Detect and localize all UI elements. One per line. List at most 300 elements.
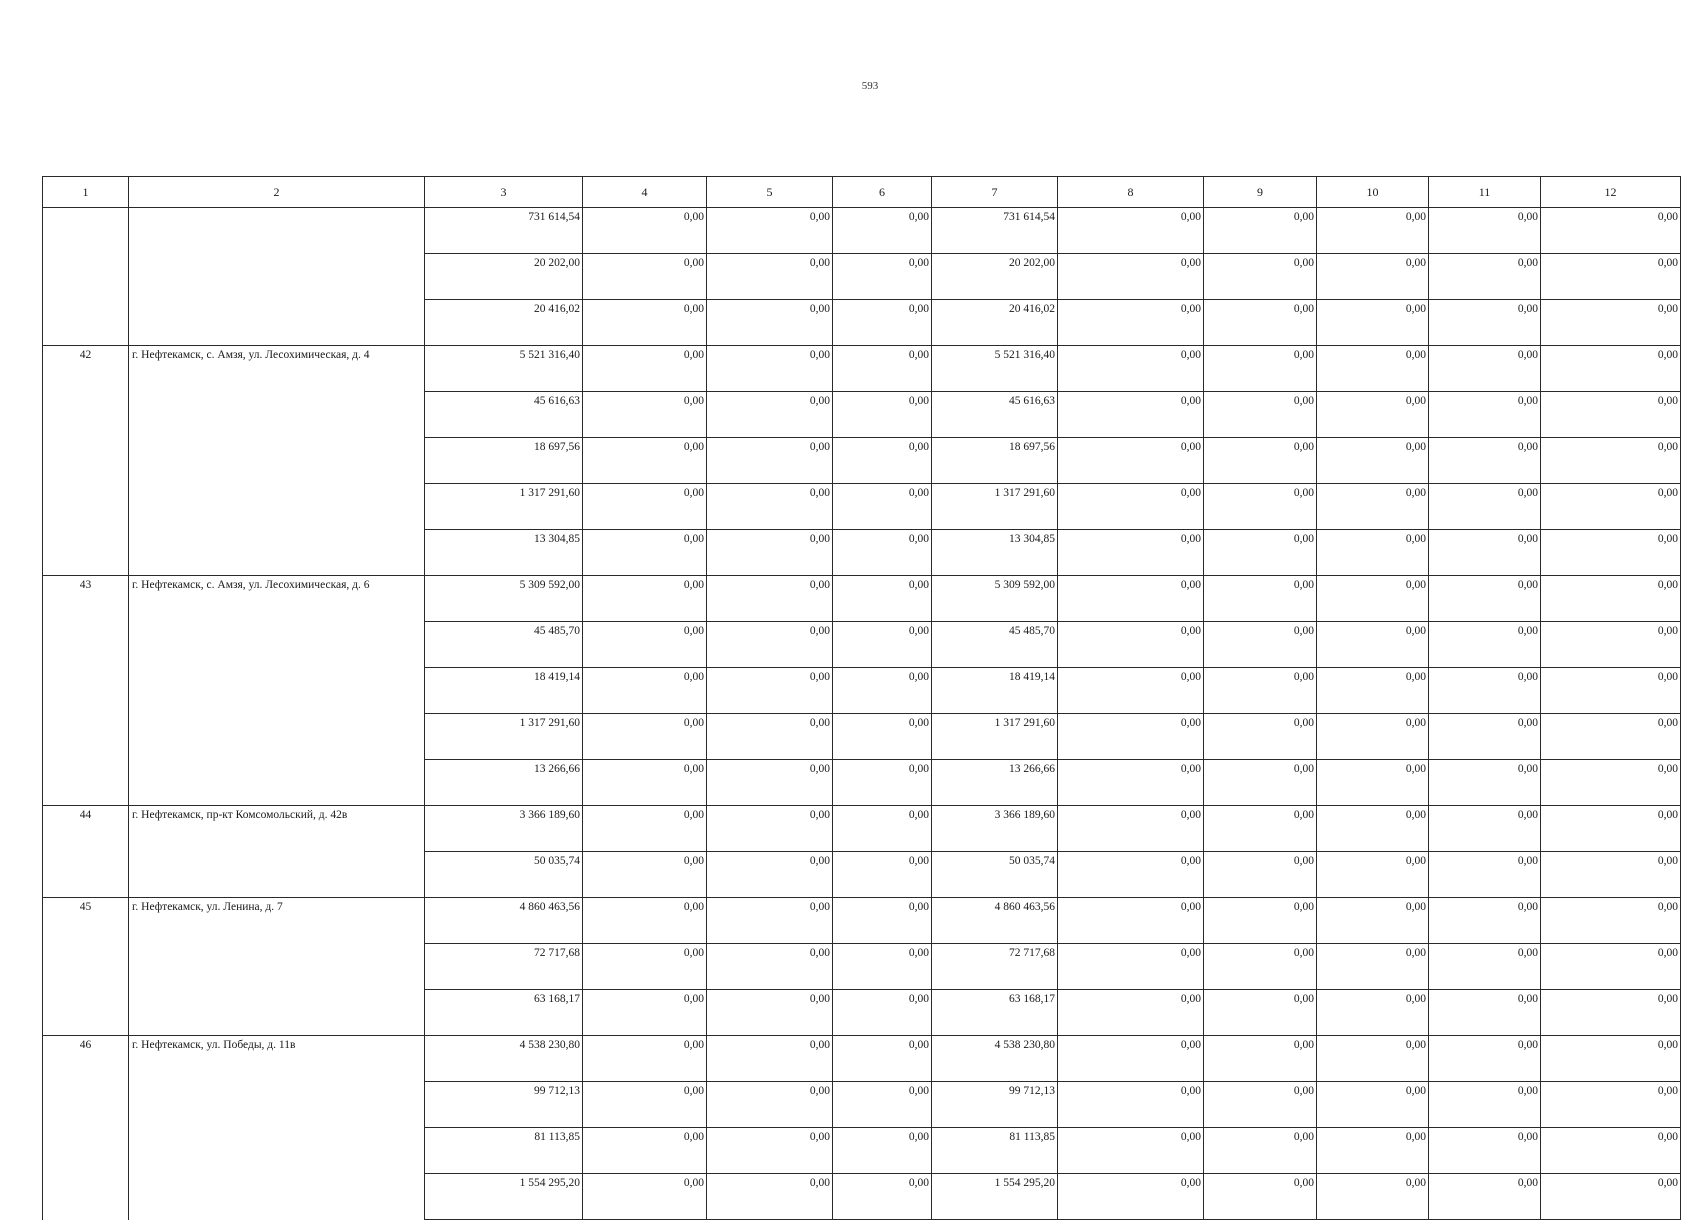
row-number-cell bbox=[43, 668, 129, 714]
value-cell-col-12: 0,00 bbox=[1541, 530, 1681, 576]
table-row bbox=[43, 1128, 1681, 1174]
row-number-cell bbox=[43, 622, 129, 668]
value-cell-col-6: 0,00 bbox=[833, 484, 932, 530]
value-cell-col-10: 0,00 bbox=[1317, 944, 1429, 990]
value-cell-col-7: 4 860 463,56 bbox=[932, 898, 1058, 944]
value-cell-col-8: 0,00 bbox=[1058, 760, 1204, 806]
value-cell-col-5: 0,00 bbox=[707, 1036, 833, 1082]
row-number-cell bbox=[43, 484, 129, 530]
value-cell-col-10: 0,00 bbox=[1317, 254, 1429, 300]
value-cell-col-11: 0,00 bbox=[1429, 898, 1541, 944]
value-cell-col-4: 0,00 bbox=[583, 1082, 707, 1128]
value-cell-col-10: 0,00 bbox=[1317, 760, 1429, 806]
value-cell-col-7: 13 304,85 bbox=[932, 530, 1058, 576]
table-row bbox=[43, 898, 1681, 944]
value-cell-col-7: 1 317 291,60 bbox=[932, 714, 1058, 760]
value-cell-col-9: 0,00 bbox=[1204, 806, 1317, 852]
value-cell-col-7: 72 717,68 bbox=[932, 944, 1058, 990]
table-row bbox=[43, 1036, 1681, 1082]
column-header-7: 7 bbox=[932, 177, 1058, 208]
row-number-cell bbox=[43, 300, 129, 346]
value-cell-col-12: 0,00 bbox=[1541, 346, 1681, 392]
value-cell-col-11: 0,00 bbox=[1429, 760, 1541, 806]
row-number-cell bbox=[43, 438, 129, 484]
value-cell-col-7: 3 366 189,60 bbox=[932, 806, 1058, 852]
value-cell-col-10: 0,00 bbox=[1317, 990, 1429, 1036]
address-cell: г. Нефтекамск, с. Амзя, ул. Лесохимическая, д. 4 bbox=[129, 346, 425, 392]
column-header-1: 1 bbox=[43, 177, 129, 208]
value-cell-col-8: 0,00 bbox=[1058, 346, 1204, 392]
value-cell-col-6: 0,00 bbox=[833, 1082, 932, 1128]
table-body bbox=[43, 208, 1681, 1220]
value-cell-col-5: 0,00 bbox=[707, 300, 833, 346]
value-cell-col-9: 0,00 bbox=[1204, 254, 1317, 300]
column-header-8: 8 bbox=[1058, 177, 1204, 208]
value-cell-col-10: 0,00 bbox=[1317, 1036, 1429, 1082]
value-cell-col-11: 0,00 bbox=[1429, 254, 1541, 300]
value-cell-col-11: 0,00 bbox=[1429, 668, 1541, 714]
value-cell-col-7: 20 416,02 bbox=[932, 300, 1058, 346]
value-cell-col-12: 0,00 bbox=[1541, 484, 1681, 530]
value-cell-col-4: 0,00 bbox=[583, 714, 707, 760]
value-cell-col-6: 0,00 bbox=[833, 438, 932, 484]
value-cell-col-8: 0,00 bbox=[1058, 484, 1204, 530]
value-cell-col-9: 0,00 bbox=[1204, 530, 1317, 576]
value-cell-col-11: 0,00 bbox=[1429, 484, 1541, 530]
value-cell-col-6: 0,00 bbox=[833, 346, 932, 392]
value-cell-col-5: 0,00 bbox=[707, 484, 833, 530]
value-cell-col-7: 18 419,14 bbox=[932, 668, 1058, 714]
value-cell-col-4: 0,00 bbox=[583, 1036, 707, 1082]
value-cell-col-8: 0,00 bbox=[1058, 898, 1204, 944]
value-cell-col-9: 0,00 bbox=[1204, 438, 1317, 484]
value-cell-col-8: 0,00 bbox=[1058, 438, 1204, 484]
value-cell-col-10: 0,00 bbox=[1317, 1128, 1429, 1174]
value-cell-col-12: 0,00 bbox=[1541, 852, 1681, 898]
value-cell-col-12: 0,00 bbox=[1541, 576, 1681, 622]
value-cell-col-3: 45 485,70 bbox=[425, 622, 583, 668]
table-row bbox=[43, 806, 1681, 852]
value-cell-col-12: 0,00 bbox=[1541, 392, 1681, 438]
value-cell-col-9: 0,00 bbox=[1204, 392, 1317, 438]
value-cell-col-4: 0,00 bbox=[583, 990, 707, 1036]
address-cell: г. Нефтекамск, пр-кт Комсомольский, д. 42в bbox=[129, 806, 425, 852]
value-cell-col-6: 0,00 bbox=[833, 576, 932, 622]
value-cell-col-3: 5 309 592,00 bbox=[425, 576, 583, 622]
value-cell-col-8: 0,00 bbox=[1058, 392, 1204, 438]
column-header-10: 10 bbox=[1317, 177, 1429, 208]
value-cell-col-6: 0,00 bbox=[833, 254, 932, 300]
value-cell-col-3: 1 554 295,20 bbox=[425, 1174, 583, 1220]
value-cell-col-9: 0,00 bbox=[1204, 576, 1317, 622]
table-row bbox=[43, 438, 1681, 484]
page-number: 593 bbox=[861, 80, 879, 92]
row-number-cell: 46 bbox=[43, 1036, 129, 1082]
value-cell-col-8: 0,00 bbox=[1058, 1082, 1204, 1128]
table-header bbox=[43, 177, 1681, 208]
value-cell-col-9: 0,00 bbox=[1204, 208, 1317, 254]
address-cell bbox=[129, 392, 425, 438]
row-number-cell bbox=[43, 760, 129, 806]
address-cell bbox=[129, 208, 425, 254]
value-cell-col-12: 0,00 bbox=[1541, 806, 1681, 852]
data-table bbox=[42, 176, 1681, 1220]
value-cell-col-12: 0,00 bbox=[1541, 898, 1681, 944]
value-cell-col-7: 63 168,17 bbox=[932, 990, 1058, 1036]
value-cell-col-11: 0,00 bbox=[1429, 346, 1541, 392]
address-cell bbox=[129, 1082, 425, 1128]
value-cell-col-8: 0,00 bbox=[1058, 990, 1204, 1036]
value-cell-col-8: 0,00 bbox=[1058, 300, 1204, 346]
value-cell-col-9: 0,00 bbox=[1204, 1082, 1317, 1128]
value-cell-col-5: 0,00 bbox=[707, 1174, 833, 1220]
table-row bbox=[43, 714, 1681, 760]
value-cell-col-5: 0,00 bbox=[707, 346, 833, 392]
value-cell-col-8: 0,00 bbox=[1058, 852, 1204, 898]
value-cell-col-10: 0,00 bbox=[1317, 392, 1429, 438]
row-number-cell bbox=[43, 530, 129, 576]
value-cell-col-4: 0,00 bbox=[583, 1174, 707, 1220]
table-row bbox=[43, 392, 1681, 438]
value-cell-col-5: 0,00 bbox=[707, 806, 833, 852]
value-cell-col-12: 0,00 bbox=[1541, 1036, 1681, 1082]
value-cell-col-6: 0,00 bbox=[833, 944, 932, 990]
value-cell-col-6: 0,00 bbox=[833, 392, 932, 438]
value-cell-col-3: 81 113,85 bbox=[425, 1128, 583, 1174]
value-cell-col-11: 0,00 bbox=[1429, 208, 1541, 254]
value-cell-col-9: 0,00 bbox=[1204, 944, 1317, 990]
value-cell-col-10: 0,00 bbox=[1317, 622, 1429, 668]
address-cell bbox=[129, 990, 425, 1036]
value-cell-col-8: 0,00 bbox=[1058, 944, 1204, 990]
value-cell-col-8: 0,00 bbox=[1058, 1174, 1204, 1220]
value-cell-col-6: 0,00 bbox=[833, 760, 932, 806]
table-row bbox=[43, 254, 1681, 300]
value-cell-col-6: 0,00 bbox=[833, 898, 932, 944]
value-cell-col-11: 0,00 bbox=[1429, 622, 1541, 668]
column-header-11: 11 bbox=[1429, 177, 1541, 208]
value-cell-col-9: 0,00 bbox=[1204, 714, 1317, 760]
table-row bbox=[43, 944, 1681, 990]
value-cell-col-10: 0,00 bbox=[1317, 438, 1429, 484]
value-cell-col-12: 0,00 bbox=[1541, 1082, 1681, 1128]
value-cell-col-7: 50 035,74 bbox=[932, 852, 1058, 898]
value-cell-col-11: 0,00 bbox=[1429, 944, 1541, 990]
value-cell-col-8: 0,00 bbox=[1058, 1036, 1204, 1082]
value-cell-col-5: 0,00 bbox=[707, 944, 833, 990]
value-cell-col-9: 0,00 bbox=[1204, 1036, 1317, 1082]
value-cell-col-9: 0,00 bbox=[1204, 852, 1317, 898]
table-row bbox=[43, 530, 1681, 576]
value-cell-col-11: 0,00 bbox=[1429, 714, 1541, 760]
value-cell-col-7: 18 697,56 bbox=[932, 438, 1058, 484]
value-cell-col-3: 72 717,68 bbox=[425, 944, 583, 990]
value-cell-col-11: 0,00 bbox=[1429, 576, 1541, 622]
address-cell bbox=[129, 300, 425, 346]
table-row bbox=[43, 1082, 1681, 1128]
address-cell bbox=[129, 668, 425, 714]
address-cell bbox=[129, 530, 425, 576]
address-cell bbox=[129, 714, 425, 760]
value-cell-col-5: 0,00 bbox=[707, 668, 833, 714]
value-cell-col-12: 0,00 bbox=[1541, 438, 1681, 484]
value-cell-col-12: 0,00 bbox=[1541, 714, 1681, 760]
value-cell-col-3: 5 521 316,40 bbox=[425, 346, 583, 392]
value-cell-col-6: 0,00 bbox=[833, 668, 932, 714]
value-cell-col-11: 0,00 bbox=[1429, 990, 1541, 1036]
value-cell-col-3: 45 616,63 bbox=[425, 392, 583, 438]
row-number-cell: 42 bbox=[43, 346, 129, 392]
value-cell-col-6: 0,00 bbox=[833, 1036, 932, 1082]
value-cell-col-10: 0,00 bbox=[1317, 484, 1429, 530]
value-cell-col-11: 0,00 bbox=[1429, 806, 1541, 852]
value-cell-col-5: 0,00 bbox=[707, 760, 833, 806]
value-cell-col-9: 0,00 bbox=[1204, 1174, 1317, 1220]
address-cell: г. Нефтекамск, ул. Победы, д. 11в bbox=[129, 1036, 425, 1082]
address-cell bbox=[129, 622, 425, 668]
value-cell-col-7: 5 521 316,40 bbox=[932, 346, 1058, 392]
value-cell-col-10: 0,00 bbox=[1317, 346, 1429, 392]
row-number-cell bbox=[43, 254, 129, 300]
value-cell-col-3: 1 317 291,60 bbox=[425, 484, 583, 530]
value-cell-col-8: 0,00 bbox=[1058, 668, 1204, 714]
value-cell-col-4: 0,00 bbox=[583, 438, 707, 484]
table-row bbox=[43, 208, 1681, 254]
value-cell-col-12: 0,00 bbox=[1541, 622, 1681, 668]
value-cell-col-7: 13 266,66 bbox=[932, 760, 1058, 806]
value-cell-col-11: 0,00 bbox=[1429, 392, 1541, 438]
table-row bbox=[43, 1174, 1681, 1220]
value-cell-col-9: 0,00 bbox=[1204, 1128, 1317, 1174]
value-cell-col-11: 0,00 bbox=[1429, 438, 1541, 484]
value-cell-col-7: 45 485,70 bbox=[932, 622, 1058, 668]
value-cell-col-5: 0,00 bbox=[707, 254, 833, 300]
value-cell-col-11: 0,00 bbox=[1429, 1036, 1541, 1082]
value-cell-col-11: 0,00 bbox=[1429, 1128, 1541, 1174]
address-cell: г. Нефтекамск, с. Амзя, ул. Лесохимическая, д. 6 bbox=[129, 576, 425, 622]
row-number-cell bbox=[43, 208, 129, 254]
value-cell-col-4: 0,00 bbox=[583, 346, 707, 392]
value-cell-col-3: 13 266,66 bbox=[425, 760, 583, 806]
table-row bbox=[43, 990, 1681, 1036]
value-cell-col-11: 0,00 bbox=[1429, 852, 1541, 898]
value-cell-col-7: 20 202,00 bbox=[932, 254, 1058, 300]
value-cell-col-3: 18 697,56 bbox=[425, 438, 583, 484]
value-cell-col-8: 0,00 bbox=[1058, 714, 1204, 760]
value-cell-col-3: 731 614,54 bbox=[425, 208, 583, 254]
value-cell-col-12: 0,00 bbox=[1541, 208, 1681, 254]
address-cell bbox=[129, 760, 425, 806]
table-row bbox=[43, 484, 1681, 530]
row-number-cell bbox=[43, 990, 129, 1036]
table-row bbox=[43, 760, 1681, 806]
value-cell-col-11: 0,00 bbox=[1429, 1082, 1541, 1128]
table-row bbox=[43, 576, 1681, 622]
row-number-cell bbox=[43, 714, 129, 760]
column-header-6: 6 bbox=[833, 177, 932, 208]
value-cell-col-12: 0,00 bbox=[1541, 760, 1681, 806]
value-cell-col-5: 0,00 bbox=[707, 898, 833, 944]
row-number-cell: 43 bbox=[43, 576, 129, 622]
row-number-cell bbox=[43, 852, 129, 898]
value-cell-col-3: 4 538 230,80 bbox=[425, 1036, 583, 1082]
value-cell-col-8: 0,00 bbox=[1058, 208, 1204, 254]
value-cell-col-9: 0,00 bbox=[1204, 300, 1317, 346]
value-cell-col-11: 0,00 bbox=[1429, 530, 1541, 576]
value-cell-col-5: 0,00 bbox=[707, 576, 833, 622]
value-cell-col-7: 731 614,54 bbox=[932, 208, 1058, 254]
value-cell-col-5: 0,00 bbox=[707, 990, 833, 1036]
value-cell-col-3: 18 419,14 bbox=[425, 668, 583, 714]
address-cell bbox=[129, 438, 425, 484]
value-cell-col-3: 99 712,13 bbox=[425, 1082, 583, 1128]
address-cell bbox=[129, 852, 425, 898]
value-cell-col-9: 0,00 bbox=[1204, 760, 1317, 806]
value-cell-col-11: 0,00 bbox=[1429, 1174, 1541, 1220]
value-cell-col-8: 0,00 bbox=[1058, 576, 1204, 622]
value-cell-col-10: 0,00 bbox=[1317, 1174, 1429, 1220]
value-cell-col-12: 0,00 bbox=[1541, 668, 1681, 714]
value-cell-col-5: 0,00 bbox=[707, 438, 833, 484]
row-number-cell bbox=[43, 1128, 129, 1174]
value-cell-col-10: 0,00 bbox=[1317, 208, 1429, 254]
value-cell-col-10: 0,00 bbox=[1317, 530, 1429, 576]
row-number-cell bbox=[43, 944, 129, 990]
table-row bbox=[43, 300, 1681, 346]
value-cell-col-4: 0,00 bbox=[583, 392, 707, 438]
value-cell-col-9: 0,00 bbox=[1204, 622, 1317, 668]
value-cell-col-8: 0,00 bbox=[1058, 254, 1204, 300]
value-cell-col-4: 0,00 bbox=[583, 622, 707, 668]
value-cell-col-3: 20 416,02 bbox=[425, 300, 583, 346]
value-cell-col-9: 0,00 bbox=[1204, 484, 1317, 530]
value-cell-col-10: 0,00 bbox=[1317, 668, 1429, 714]
value-cell-col-3: 63 168,17 bbox=[425, 990, 583, 1036]
row-number-cell bbox=[43, 1174, 129, 1220]
value-cell-col-10: 0,00 bbox=[1317, 1082, 1429, 1128]
table-row bbox=[43, 668, 1681, 714]
value-cell-col-4: 0,00 bbox=[583, 944, 707, 990]
value-cell-col-12: 0,00 bbox=[1541, 1128, 1681, 1174]
value-cell-col-8: 0,00 bbox=[1058, 622, 1204, 668]
value-cell-col-4: 0,00 bbox=[583, 254, 707, 300]
column-header-2: 2 bbox=[129, 177, 425, 208]
value-cell-col-10: 0,00 bbox=[1317, 898, 1429, 944]
address-cell bbox=[129, 1128, 425, 1174]
value-cell-col-3: 1 317 291,60 bbox=[425, 714, 583, 760]
value-cell-col-4: 0,00 bbox=[583, 1128, 707, 1174]
value-cell-col-3: 20 202,00 bbox=[425, 254, 583, 300]
value-cell-col-4: 0,00 bbox=[583, 760, 707, 806]
value-cell-col-12: 0,00 bbox=[1541, 990, 1681, 1036]
value-cell-col-7: 99 712,13 bbox=[932, 1082, 1058, 1128]
value-cell-col-11: 0,00 bbox=[1429, 300, 1541, 346]
table-row bbox=[43, 852, 1681, 898]
value-cell-col-6: 0,00 bbox=[833, 990, 932, 1036]
table-row bbox=[43, 346, 1681, 392]
value-cell-col-5: 0,00 bbox=[707, 622, 833, 668]
value-cell-col-5: 0,00 bbox=[707, 1128, 833, 1174]
column-header-3: 3 bbox=[425, 177, 583, 208]
address-cell: г. Нефтекамск, ул. Ленина, д. 7 bbox=[129, 898, 425, 944]
value-cell-col-4: 0,00 bbox=[583, 530, 707, 576]
column-header-12: 12 bbox=[1541, 177, 1681, 208]
value-cell-col-6: 0,00 bbox=[833, 300, 932, 346]
value-cell-col-7: 45 616,63 bbox=[932, 392, 1058, 438]
value-cell-col-12: 0,00 bbox=[1541, 254, 1681, 300]
value-cell-col-6: 0,00 bbox=[833, 208, 932, 254]
address-cell bbox=[129, 1174, 425, 1220]
value-cell-col-3: 3 366 189,60 bbox=[425, 806, 583, 852]
value-cell-col-8: 0,00 bbox=[1058, 530, 1204, 576]
value-cell-col-8: 0,00 bbox=[1058, 806, 1204, 852]
value-cell-col-7: 4 538 230,80 bbox=[932, 1036, 1058, 1082]
value-cell-col-6: 0,00 bbox=[833, 1174, 932, 1220]
value-cell-col-4: 0,00 bbox=[583, 208, 707, 254]
value-cell-col-4: 0,00 bbox=[583, 898, 707, 944]
address-cell bbox=[129, 254, 425, 300]
value-cell-col-4: 0,00 bbox=[583, 576, 707, 622]
value-cell-col-12: 0,00 bbox=[1541, 1174, 1681, 1220]
column-header-4: 4 bbox=[583, 177, 707, 208]
table-row bbox=[43, 622, 1681, 668]
value-cell-col-9: 0,00 bbox=[1204, 990, 1317, 1036]
value-cell-col-5: 0,00 bbox=[707, 530, 833, 576]
value-cell-col-5: 0,00 bbox=[707, 1082, 833, 1128]
value-cell-col-10: 0,00 bbox=[1317, 300, 1429, 346]
value-cell-col-6: 0,00 bbox=[833, 714, 932, 760]
value-cell-col-10: 0,00 bbox=[1317, 852, 1429, 898]
value-cell-col-4: 0,00 bbox=[583, 668, 707, 714]
value-cell-col-3: 4 860 463,56 bbox=[425, 898, 583, 944]
value-cell-col-5: 0,00 bbox=[707, 852, 833, 898]
value-cell-col-10: 0,00 bbox=[1317, 806, 1429, 852]
value-cell-col-7: 1 317 291,60 bbox=[932, 484, 1058, 530]
value-cell-col-7: 5 309 592,00 bbox=[932, 576, 1058, 622]
value-cell-col-10: 0,00 bbox=[1317, 714, 1429, 760]
value-cell-col-3: 50 035,74 bbox=[425, 852, 583, 898]
value-cell-col-3: 13 304,85 bbox=[425, 530, 583, 576]
value-cell-col-5: 0,00 bbox=[707, 714, 833, 760]
row-number-cell bbox=[43, 392, 129, 438]
value-cell-col-4: 0,00 bbox=[583, 852, 707, 898]
value-cell-col-6: 0,00 bbox=[833, 1128, 932, 1174]
address-cell bbox=[129, 944, 425, 990]
value-cell-col-4: 0,00 bbox=[583, 484, 707, 530]
value-cell-col-8: 0,00 bbox=[1058, 1128, 1204, 1174]
value-cell-col-10: 0,00 bbox=[1317, 576, 1429, 622]
value-cell-col-7: 1 554 295,20 bbox=[932, 1174, 1058, 1220]
column-header-9: 9 bbox=[1204, 177, 1317, 208]
row-number-cell bbox=[43, 1082, 129, 1128]
value-cell-col-6: 0,00 bbox=[833, 852, 932, 898]
value-cell-col-4: 0,00 bbox=[583, 806, 707, 852]
value-cell-col-12: 0,00 bbox=[1541, 944, 1681, 990]
value-cell-col-6: 0,00 bbox=[833, 806, 932, 852]
value-cell-col-4: 0,00 bbox=[583, 300, 707, 346]
value-cell-col-12: 0,00 bbox=[1541, 300, 1681, 346]
column-header-5: 5 bbox=[707, 177, 833, 208]
value-cell-col-5: 0,00 bbox=[707, 392, 833, 438]
value-cell-col-6: 0,00 bbox=[833, 530, 932, 576]
value-cell-col-9: 0,00 bbox=[1204, 898, 1317, 944]
value-cell-col-7: 81 113,85 bbox=[932, 1128, 1058, 1174]
header-row bbox=[43, 177, 1681, 208]
value-cell-col-9: 0,00 bbox=[1204, 668, 1317, 714]
row-number-cell: 45 bbox=[43, 898, 129, 944]
address-cell bbox=[129, 484, 425, 530]
value-cell-col-6: 0,00 bbox=[833, 622, 932, 668]
